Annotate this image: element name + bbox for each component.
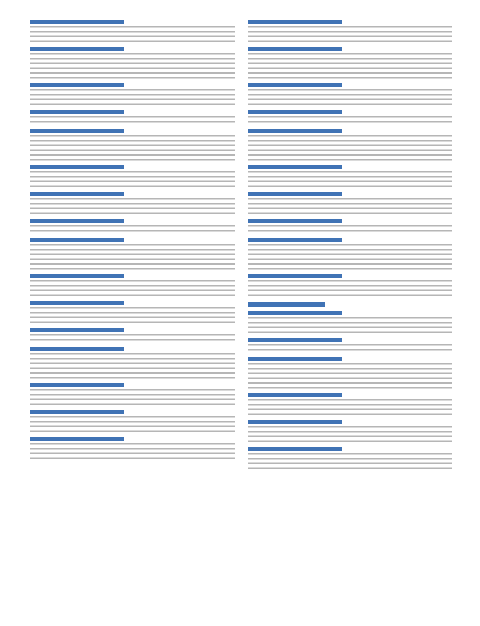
article-paragraph bbox=[30, 353, 235, 379]
article-paragraph bbox=[30, 244, 235, 270]
article-paragraph bbox=[248, 453, 453, 470]
article-heading bbox=[30, 20, 124, 24]
article-heading bbox=[248, 238, 342, 242]
article-heading bbox=[30, 219, 124, 223]
article-paragraph bbox=[30, 89, 235, 106]
article-paragraph bbox=[248, 171, 453, 188]
article-paragraph bbox=[30, 280, 235, 297]
article-paragraph bbox=[248, 116, 453, 125]
article-heading bbox=[248, 165, 342, 169]
article-paragraph bbox=[248, 89, 453, 106]
article-paragraph bbox=[248, 26, 453, 43]
article-heading bbox=[30, 192, 124, 196]
article-heading bbox=[248, 129, 342, 133]
article-paragraph bbox=[248, 399, 453, 416]
article-heading bbox=[248, 20, 342, 24]
article-heading bbox=[30, 47, 124, 51]
article-paragraph bbox=[248, 198, 453, 215]
article-heading bbox=[248, 192, 342, 196]
article-heading bbox=[30, 110, 124, 114]
article-heading bbox=[30, 129, 124, 133]
article-heading bbox=[30, 83, 124, 87]
article-paragraph bbox=[30, 53, 235, 79]
article-heading bbox=[30, 437, 124, 441]
left-column bbox=[30, 18, 235, 612]
article-paragraph bbox=[30, 198, 235, 215]
article-heading bbox=[248, 311, 342, 315]
article-heading bbox=[30, 274, 124, 278]
article-paragraph bbox=[30, 443, 235, 460]
article-heading bbox=[248, 393, 342, 397]
article-paragraph bbox=[248, 244, 453, 270]
article-heading bbox=[248, 47, 342, 51]
article-paragraph bbox=[30, 416, 235, 433]
article-paragraph bbox=[248, 53, 453, 79]
article-heading bbox=[30, 238, 124, 242]
article-paragraph bbox=[30, 135, 235, 161]
article-paragraph bbox=[248, 344, 453, 353]
article-heading bbox=[248, 338, 342, 342]
article-paragraph bbox=[30, 389, 235, 406]
article-paragraph bbox=[30, 225, 235, 234]
article-heading bbox=[248, 274, 342, 278]
article-heading bbox=[30, 165, 124, 169]
article-paragraph bbox=[30, 171, 235, 188]
article-heading bbox=[248, 219, 342, 223]
article-heading bbox=[30, 301, 124, 305]
article-paragraph bbox=[30, 334, 235, 343]
right-column bbox=[248, 18, 453, 612]
article-heading bbox=[30, 383, 124, 387]
article-heading bbox=[248, 83, 342, 87]
article-heading bbox=[248, 447, 342, 451]
article-paragraph bbox=[248, 317, 453, 334]
article-paragraph bbox=[248, 280, 453, 297]
article-paragraph bbox=[248, 225, 453, 234]
article-heading bbox=[30, 347, 124, 351]
chapter-heading bbox=[248, 302, 326, 307]
article-paragraph bbox=[248, 426, 453, 443]
article-paragraph bbox=[30, 307, 235, 324]
article-paragraph bbox=[30, 116, 235, 125]
article-paragraph bbox=[30, 26, 235, 43]
article-heading bbox=[30, 410, 124, 414]
article-paragraph bbox=[248, 363, 453, 389]
article-paragraph bbox=[248, 135, 453, 161]
article-heading bbox=[248, 110, 342, 114]
article-heading bbox=[248, 420, 342, 424]
article-heading bbox=[248, 357, 342, 361]
article-heading bbox=[30, 328, 124, 332]
